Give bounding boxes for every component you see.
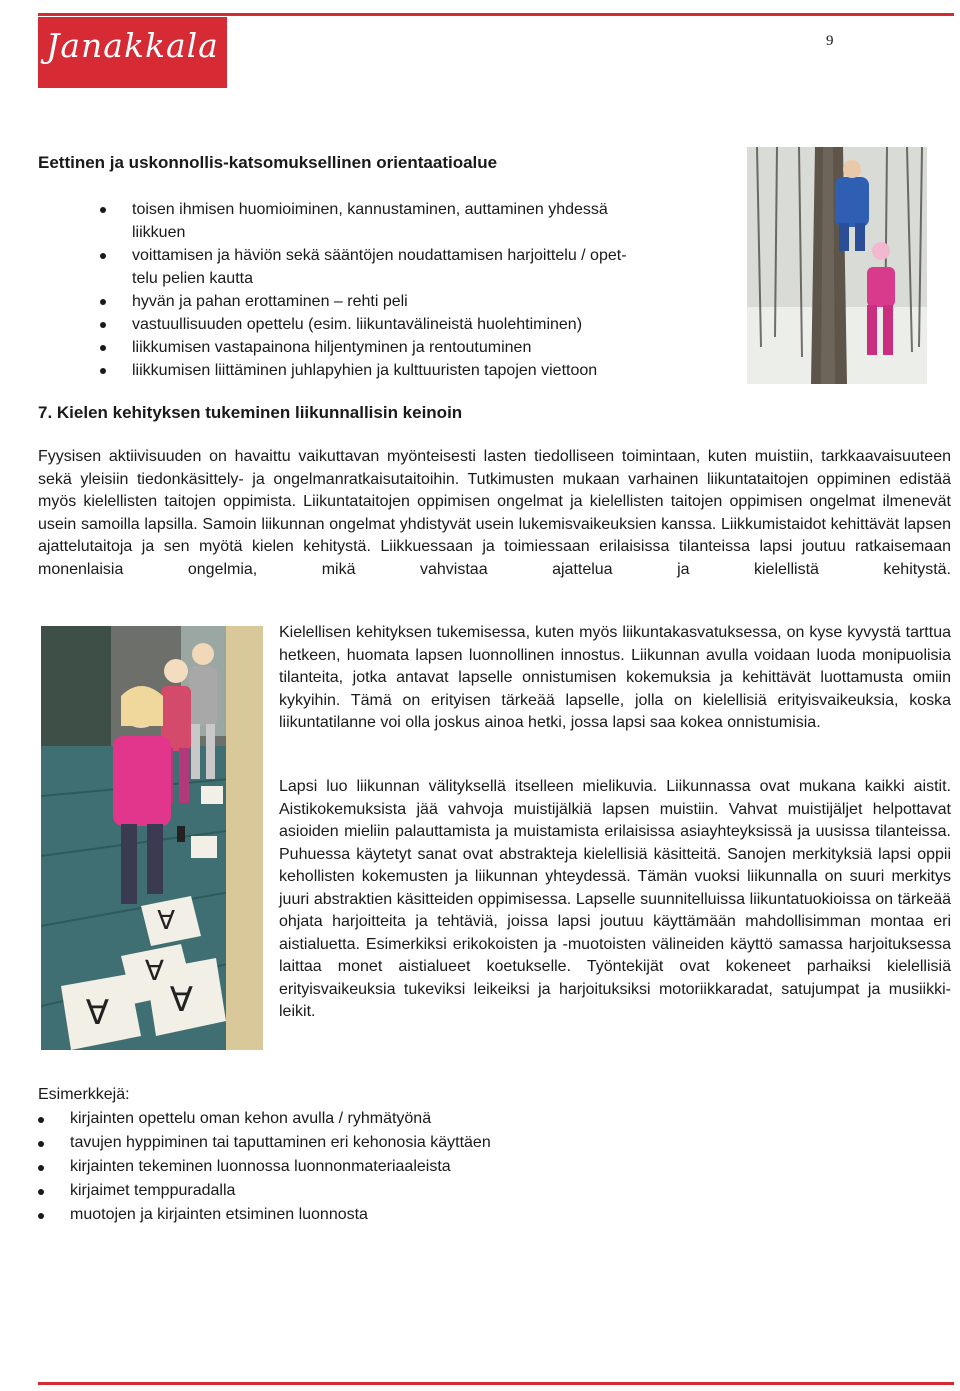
list-item-continuation: liikkuen	[132, 224, 186, 241]
logo-text: Janakkala	[46, 26, 219, 65]
footer-rule	[38, 1382, 954, 1385]
list-item: liikkumisen vastapainona hiljentyminen ja rentoutuminen	[100, 336, 720, 359]
bullet-icon	[38, 1117, 44, 1123]
bullet-icon	[100, 253, 106, 259]
photo-children-letter-walk	[41, 626, 263, 1050]
ethics-bullet-list	[100, 198, 720, 382]
bullet-icon	[100, 322, 106, 328]
page-number: 9	[826, 33, 834, 49]
photo-children-climbing-tree	[747, 147, 927, 384]
paragraph-language-support: Kielellisen kehityksen tukemisessa, kuten myös liikuntakasvatuksessa, on kyse kyvystä tarttua hetkeen, huomata lapsen luonnollinen innostus. Liikunnan avulla voidaan luoda monipuolisia tilanteita, jotka antavat lapselle onnistumisen kokemuksia ja kehittävät luottamusta omiin kykyihin. Tämä on erityisen tärkeää lapselle, jolla on kielellisiä erityisvaikeuksia, koska liikuntatilanne voi olla joskus ainoa hetki, jossa lapsi saa kokea onnistumisia.	[279, 624, 951, 731]
list-item: kirjaimet temppuradalla	[38, 1179, 838, 1203]
bullet-icon	[100, 368, 106, 374]
header-rule	[38, 13, 954, 16]
bullet-icon	[100, 345, 106, 351]
list-item: tavujen hyppiminen tai taputtaminen eri kehonosia käyttäen	[38, 1131, 838, 1155]
floor-letter: A	[157, 903, 175, 933]
list-item: vastuullisuuden opettelu (esim. liikuntavälineistä huolehtiminen)	[100, 313, 720, 336]
bullet-icon	[100, 299, 106, 305]
floor-letter: A	[144, 953, 164, 986]
bullet-icon	[38, 1189, 44, 1195]
list-item: kirjainten opettelu oman kehon avulla / ryhmätyönä	[38, 1107, 838, 1131]
bullet-icon	[38, 1213, 44, 1219]
list-item: kirjainten tekeminen luonnossa luonnonmateriaaleista	[38, 1155, 838, 1179]
bullet-icon	[100, 207, 106, 213]
list-item: muotojen ja kirjainten etsiminen luonnosta	[38, 1203, 838, 1227]
list-item: liikkumisen liittäminen juhlapyhien ja kulttuuristen tapojen viettoon	[100, 359, 720, 382]
floor-letter: A	[169, 977, 193, 1017]
list-item: voittamisen ja häviön sekä sääntöjen noudattamisen harjoittelu / opet-	[100, 244, 720, 267]
bullet-icon	[38, 1141, 44, 1147]
examples-label: Esimerkkejä:	[38, 1086, 130, 1103]
section-title-ethics: Eettinen ja uskonnollis-katsomuksellinen orientaatioalue	[38, 153, 498, 172]
paragraph-physical-activity: Fyysisen aktiivisuuden on havaittu vaikuttavan myönteisesti lasten tiedolliseen toimintaan, kuten muistiin, tarkkaavaisuuteen sekä yleisiin tiedonkäsittely- ja ongelmanratkaisutaitoihin. Tutkimusten mukaan varhainen liikuntataitojen oppiminen edistää myös kielellisten taitojen oppimista. Liikuntataitojen oppimisen ongelmat ja kielellisten taitojen oppimisen ongelmat ilmenevät usein samoilla lapsilla. Samoin liikunnan ongelmat yhdistyvät usein lukemisvaikeuksien kanssa. Liikkumistaidot kehittävät lapsen ajattelutaitoja ja sen myötä kielen kehitystä. Liikkuessaan ja toimiessaan erilaisissa tilanteissa lapsi joutuu ratkaisemaan monenlaisia ongelmia, mikä vahvistaa ajattelua ja kielellistä kehitystä.	[38, 448, 951, 578]
janakkala-logo	[38, 17, 227, 88]
list-item-continuation: telu pelien kautta	[132, 270, 253, 287]
paragraph-senses: Lapsi luo liikunnan välityksellä itselleen mielikuvia. Liikunnassa ovat mukana kaikki aistit. Aistikokemuksista jää vahvoja muistijälkiä lapsen muistiin. Vahvat muistijäljet helpottavat asioiden mieliin palauttamista ja muistamista erilaisissa asiayhteyksissä ja uusissa tilanteissa. Puhuessa käytetyt sanat ovat abstrakteja kielellisiä käsitteitä. Sanojen merkityksiä lapsi oppii kehollisten kokemusten ja liikunnan yhteydessä. Tämän vuoksi liikunnalla on suuri merkitys juuri abstraktien käsitteiden oppimisessa. Lapselle suunnitelluissa liikuntatuokioissa on tärkeää ohjata harjoitteita ja tehtäviä, joissa lapsi joutuu käyttämään mahdollisimman montaa eri aistialuetta. Esimerkiksi erikokoisten ja -muotoisten välineiden käyttö samassa harjoituksessa laittaa monet aistialueet koetukselle. Työntekijät ovat kokeneet parhaiksi kielellisiä erityisvaikeuksia tukeviksi leikeiksi ja harjoituksiksi motoriikkaradat, satujumpat ja musiikki-leikit.	[279, 778, 951, 1020]
examples-list	[38, 1107, 838, 1227]
section-title-language: 7. Kielen kehityksen tukeminen liikunnallisin keinoin	[38, 403, 463, 422]
bullet-icon	[38, 1165, 44, 1171]
list-item: hyvän ja pahan erottaminen – rehti peli	[100, 290, 720, 313]
floor-letter: A	[85, 990, 109, 1030]
list-item: toisen ihmisen huomioiminen, kannustaminen, auttaminen yhdessä	[100, 198, 720, 221]
